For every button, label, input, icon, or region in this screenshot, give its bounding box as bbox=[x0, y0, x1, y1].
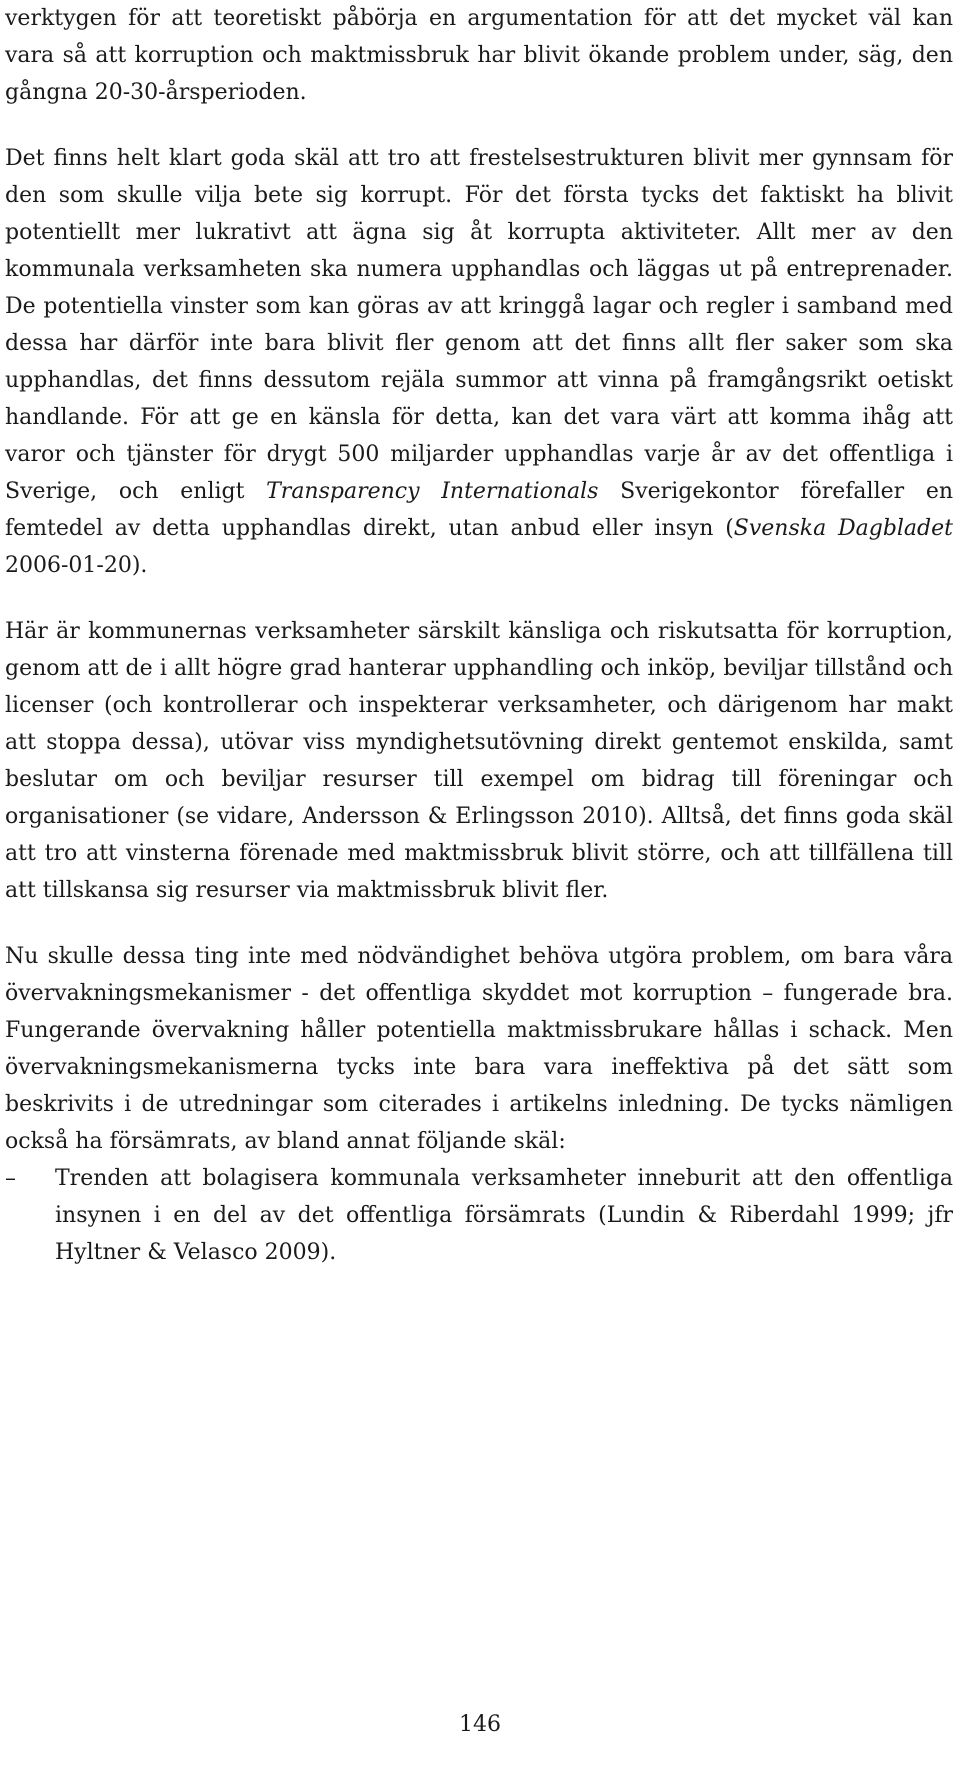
page-number: 146 bbox=[459, 1712, 501, 1737]
paragraph-2-text-a: Det finns helt klart goda skäl att tro att frestelsestrukturen blivit mer gynnsam för den som skulle vilja bete sig korrupt. För det första tycks det faktiskt ha blivit potentiellt mer lukrativt att ägna sig åt korrupta aktiviteter. Allt mer av den kommunala verksamheten ska numera upphandlas och läggas ut på entreprenader. De potentiella vinster som kan göras av att kringgå lagar och regler i samband med dessa har därför inte bara blivit fler genom att det finns allt fler saker som ska upphandlas, det finns dessutom rejäla summor att vinna på framgångsrikt oetiskt handlande. För att ge en känsla för detta, kan det vara värt att komma ihåg att varor och tjänster för drygt 500 miljarder upphandlas varje år av det offentliga i Sverige, och enligt bbox=[5, 146, 953, 504]
paragraph-2 bbox=[5, 140, 953, 584]
paragraph-4: Nu skulle dessa ting inte med nödvändighet behöva utgöra problem, om bara våra övervakningsmekanismer - det offentliga skyddet mot korruption – fungerade bra. Fungerande övervakning håller potentiella maktmissbrukare hållas i schack. Men övervakningsmekanismerna tycks inte bara vara ineffektiva på det sätt som beskrivits i de utredningar som citerades i artikelns inledning. De tycks nämligen också ha försämrats, av bland annat följande skäl: bbox=[5, 944, 953, 1154]
paragraph-2-italic-org: Transparency Internationals bbox=[266, 479, 599, 504]
paragraph-3: Här är kommunernas verksamheter särskilt känsliga och riskutsatta för korruption, genom att de i allt högre grad hanterar upphandling och inköp, beviljar tillstånd och licenser (och kontrollerar och inspekterar verksamheter, och därigenom har makt att stoppa dessa), utövar viss myndighetsutövning direkt gentemot enskilda, samt beslutar om och beviljar resurser till exempel om bidrag till föreningar och organisationer (se vidare, Andersson & Erlingsson 2010). Alltså, det finns goda skäl att tro att vinsterna förenade med maktmissbruk blivit större, och att tillfällena till att tillskansa sig resurser via maktmissbruk blivit fler. bbox=[5, 619, 953, 903]
list-item-text: Trenden att bolagisera kommunala verksamheter inneburit att den offentliga insynen i en del av det offentliga försämrats (Lundin & Riberdahl 1999; jfr Hyltner & Velasco 2009). bbox=[55, 1166, 953, 1265]
list-item bbox=[5, 1160, 953, 1271]
paragraph-2-text-c: 2006-01-20). bbox=[5, 553, 148, 578]
document-page bbox=[5, 0, 953, 1271]
paragraph-2-text-b: Sverigekontor förefaller en femtedel av detta upphandlas direkt, utan anbud eller insyn ( bbox=[5, 479, 954, 541]
list-dash: – bbox=[5, 1166, 16, 1191]
paragraph-1: verktygen för att teoretiskt påbörja en argumentation för att det mycket väl kan vara så att korruption och maktmissbruk har blivit ökande problem under, säg, den gångna 20-30-årsperioden. bbox=[5, 6, 953, 105]
paragraph-2-italic-source: Svenska Dagbladet bbox=[733, 516, 953, 541]
